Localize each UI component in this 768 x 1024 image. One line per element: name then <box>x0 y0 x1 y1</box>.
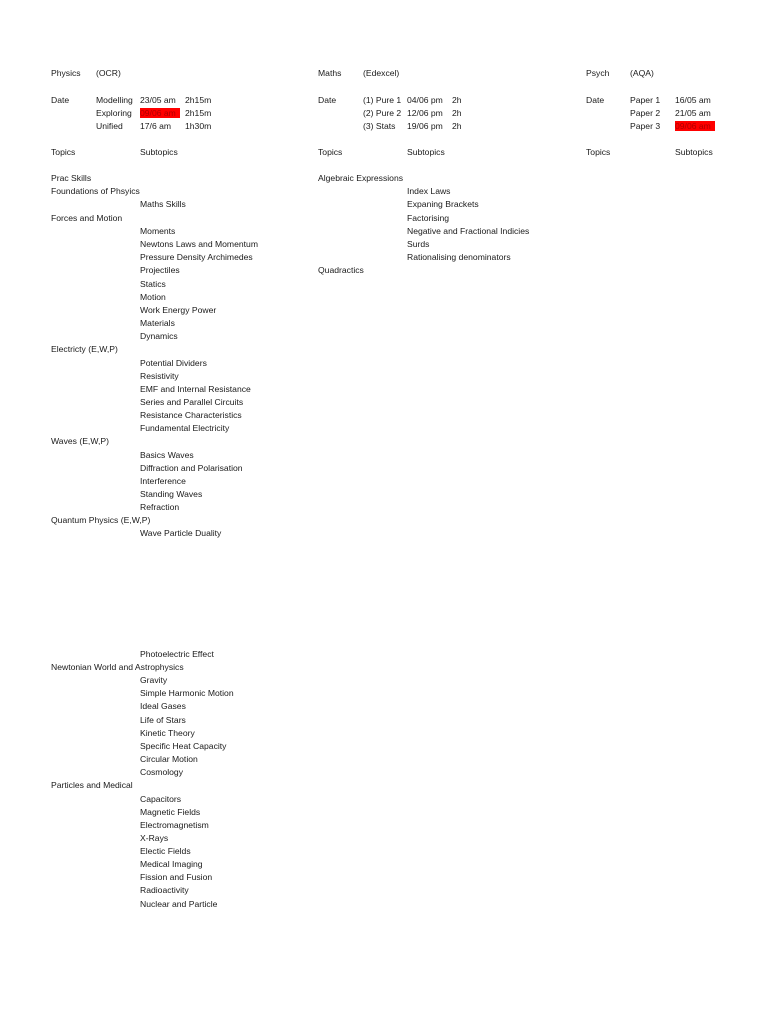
physics-topic[interactable]: Waves (E,W,P) <box>51 436 109 446</box>
physics-subtopic[interactable]: Fundamental Electricity <box>140 423 230 433</box>
maths-paper-name[interactable]: (1) Pure 1 <box>363 95 402 105</box>
maths-paper-duration[interactable]: 2h <box>452 108 462 118</box>
physics-subtopic[interactable]: Life of Stars <box>140 715 186 725</box>
physics-topic[interactable]: Foundations of Phsyics <box>51 186 140 196</box>
maths-date-label[interactable]: Date <box>318 95 337 105</box>
physics-subject[interactable]: Physics <box>51 68 81 78</box>
maths-subtopic[interactable]: Index Laws <box>407 186 451 196</box>
psych-paper-date-highlighted[interactable]: 09/06 am <box>675 121 715 131</box>
physics-subtopic[interactable]: Pressure Density Archimedes <box>140 252 253 262</box>
physics-subtopic[interactable]: X-Rays <box>140 833 169 843</box>
physics-subtopic[interactable]: Gravity <box>140 675 168 685</box>
maths-paper-duration[interactable]: 2h <box>452 95 462 105</box>
physics-subtopic[interactable]: Standing Waves <box>140 489 203 499</box>
psych-board[interactable]: (AQA) <box>630 68 654 78</box>
maths-subtopic[interactable]: Rationalising denominators <box>407 252 511 262</box>
physics-paper-name[interactable]: Exploring <box>96 108 132 118</box>
physics-topic[interactable]: Particles and Medical <box>51 780 133 790</box>
maths-topic[interactable]: Algebraic Expressions <box>318 173 404 183</box>
maths-subtopic[interactable]: Factorising <box>407 213 450 223</box>
physics-subtopic[interactable]: Radioactivity <box>140 885 189 895</box>
physics-date-label[interactable]: Date <box>51 95 70 105</box>
physics-topic[interactable]: Prac Skills <box>51 173 92 183</box>
physics-topic[interactable]: Quantum Physics (E,W,P) <box>51 515 151 525</box>
physics-subtopic[interactable]: Kinetic Theory <box>140 728 195 738</box>
maths-paper-date[interactable]: 12/06 pm <box>407 108 443 118</box>
maths-paper-duration[interactable]: 2h <box>452 121 462 131</box>
physics-paper-duration[interactable]: 2h15m <box>185 95 212 105</box>
maths-paper-name[interactable]: (3) Stats <box>363 121 396 131</box>
physics-subtopic[interactable]: Refraction <box>140 502 180 512</box>
maths-topics-header[interactable]: Topics <box>318 147 343 157</box>
maths-board[interactable]: (Edexcel) <box>363 68 400 78</box>
physics-subtopic[interactable]: Projectiles <box>140 265 180 275</box>
physics-paper-date[interactable]: 17/6 am <box>140 121 172 131</box>
physics-subtopic[interactable]: Resistivity <box>140 371 179 381</box>
physics-topic[interactable]: Newtonian World and Astrophysics <box>51 662 184 672</box>
physics-subtopic[interactable]: Statics <box>140 279 166 289</box>
maths-subtopic[interactable]: Expaning Brackets <box>407 199 479 209</box>
physics-subtopic[interactable]: Work Energy Power <box>140 305 217 315</box>
physics-board[interactable]: (OCR) <box>96 68 121 78</box>
physics-subtopic[interactable]: Electic Fields <box>140 846 191 856</box>
physics-paper-duration[interactable]: 1h30m <box>185 121 212 131</box>
physics-subtopic[interactable]: Resistance Characteristics <box>140 410 242 420</box>
physics-subtopic[interactable]: Specific Heat Capacity <box>140 741 227 751</box>
maths-paper-date[interactable]: 19/06 pm <box>407 121 443 131</box>
physics-paper-date-highlighted[interactable]: 09/06 am <box>140 108 180 118</box>
maths-paper-date[interactable]: 04/06 pm <box>407 95 443 105</box>
physics-subtopic[interactable]: Photoelectric Effect <box>140 649 214 659</box>
psych-subtopics-header[interactable]: Subtopics <box>675 147 713 157</box>
physics-subtopic[interactable]: Cosmology <box>140 767 183 777</box>
maths-subject[interactable]: Maths <box>318 68 342 78</box>
physics-paper-name[interactable]: Modelling <box>96 95 133 105</box>
psych-topics-header[interactable]: Topics <box>586 147 611 157</box>
physics-subtopic[interactable]: Dynamics <box>140 331 178 341</box>
physics-subtopic[interactable]: Maths Skills <box>140 199 186 209</box>
maths-subtopic[interactable]: Surds <box>407 239 430 249</box>
physics-subtopic[interactable]: Moments <box>140 226 176 236</box>
physics-paper-date[interactable]: 23/05 am <box>140 95 176 105</box>
psych-paper-date[interactable]: 16/05 am <box>675 95 711 105</box>
physics-paper-duration[interactable]: 2h15m <box>185 108 212 118</box>
physics-topic[interactable]: Forces and Motion <box>51 213 123 223</box>
physics-subtopic[interactable]: Motion <box>140 292 166 302</box>
maths-paper-name[interactable]: (2) Pure 2 <box>363 108 402 118</box>
physics-subtopic[interactable]: Basics Waves <box>140 450 194 460</box>
physics-subtopic[interactable]: EMF and Internal Resistance <box>140 384 251 394</box>
physics-topics-header[interactable]: Topics <box>51 147 76 157</box>
maths-topic[interactable]: Quadractics <box>318 265 364 275</box>
psych-paper-name[interactable]: Paper 1 <box>630 95 661 105</box>
physics-topic[interactable]: Electricty (E,W,P) <box>51 344 118 354</box>
physics-subtopic[interactable]: Ideal Gases <box>140 701 186 711</box>
physics-subtopic[interactable]: Fission and Fusion <box>140 872 213 882</box>
physics-subtopic[interactable]: Simple Harmonic Motion <box>140 688 234 698</box>
physics-subtopic[interactable]: Diffraction and Polarisation <box>140 463 243 473</box>
physics-subtopics-header[interactable]: Subtopics <box>140 147 178 157</box>
physics-subtopic[interactable]: Interference <box>140 476 186 486</box>
physics-subtopic[interactable]: Magnetic Fields <box>140 807 201 817</box>
psych-paper-name[interactable]: Paper 2 <box>630 108 661 118</box>
physics-subtopic[interactable]: Capacitors <box>140 794 182 804</box>
physics-subtopic[interactable]: Nuclear and Particle <box>140 899 218 909</box>
physics-subtopic[interactable]: Circular Motion <box>140 754 198 764</box>
physics-subtopic[interactable]: Medical Imaging <box>140 859 203 869</box>
maths-subtopics-header[interactable]: Subtopics <box>407 147 445 157</box>
psych-date-label[interactable]: Date <box>586 95 605 105</box>
physics-subtopic[interactable]: Wave Particle Duality <box>140 528 222 538</box>
physics-subtopic[interactable]: Newtons Laws and Momentum <box>140 239 258 249</box>
physics-subtopic[interactable]: Materials <box>140 318 175 328</box>
physics-subtopic[interactable]: Potential Dividers <box>140 358 207 368</box>
physics-subtopic[interactable]: Series and Parallel Circuits <box>140 397 244 407</box>
psych-paper-name[interactable]: Paper 3 <box>630 121 661 131</box>
psych-subject[interactable]: Psych <box>586 68 610 78</box>
psych-paper-date[interactable]: 21/05 am <box>675 108 711 118</box>
physics-paper-name[interactable]: Unified <box>96 121 123 131</box>
physics-subtopic[interactable]: Electromagnetism <box>140 820 209 830</box>
maths-subtopic[interactable]: Negative and Fractional Indicies <box>407 226 530 236</box>
